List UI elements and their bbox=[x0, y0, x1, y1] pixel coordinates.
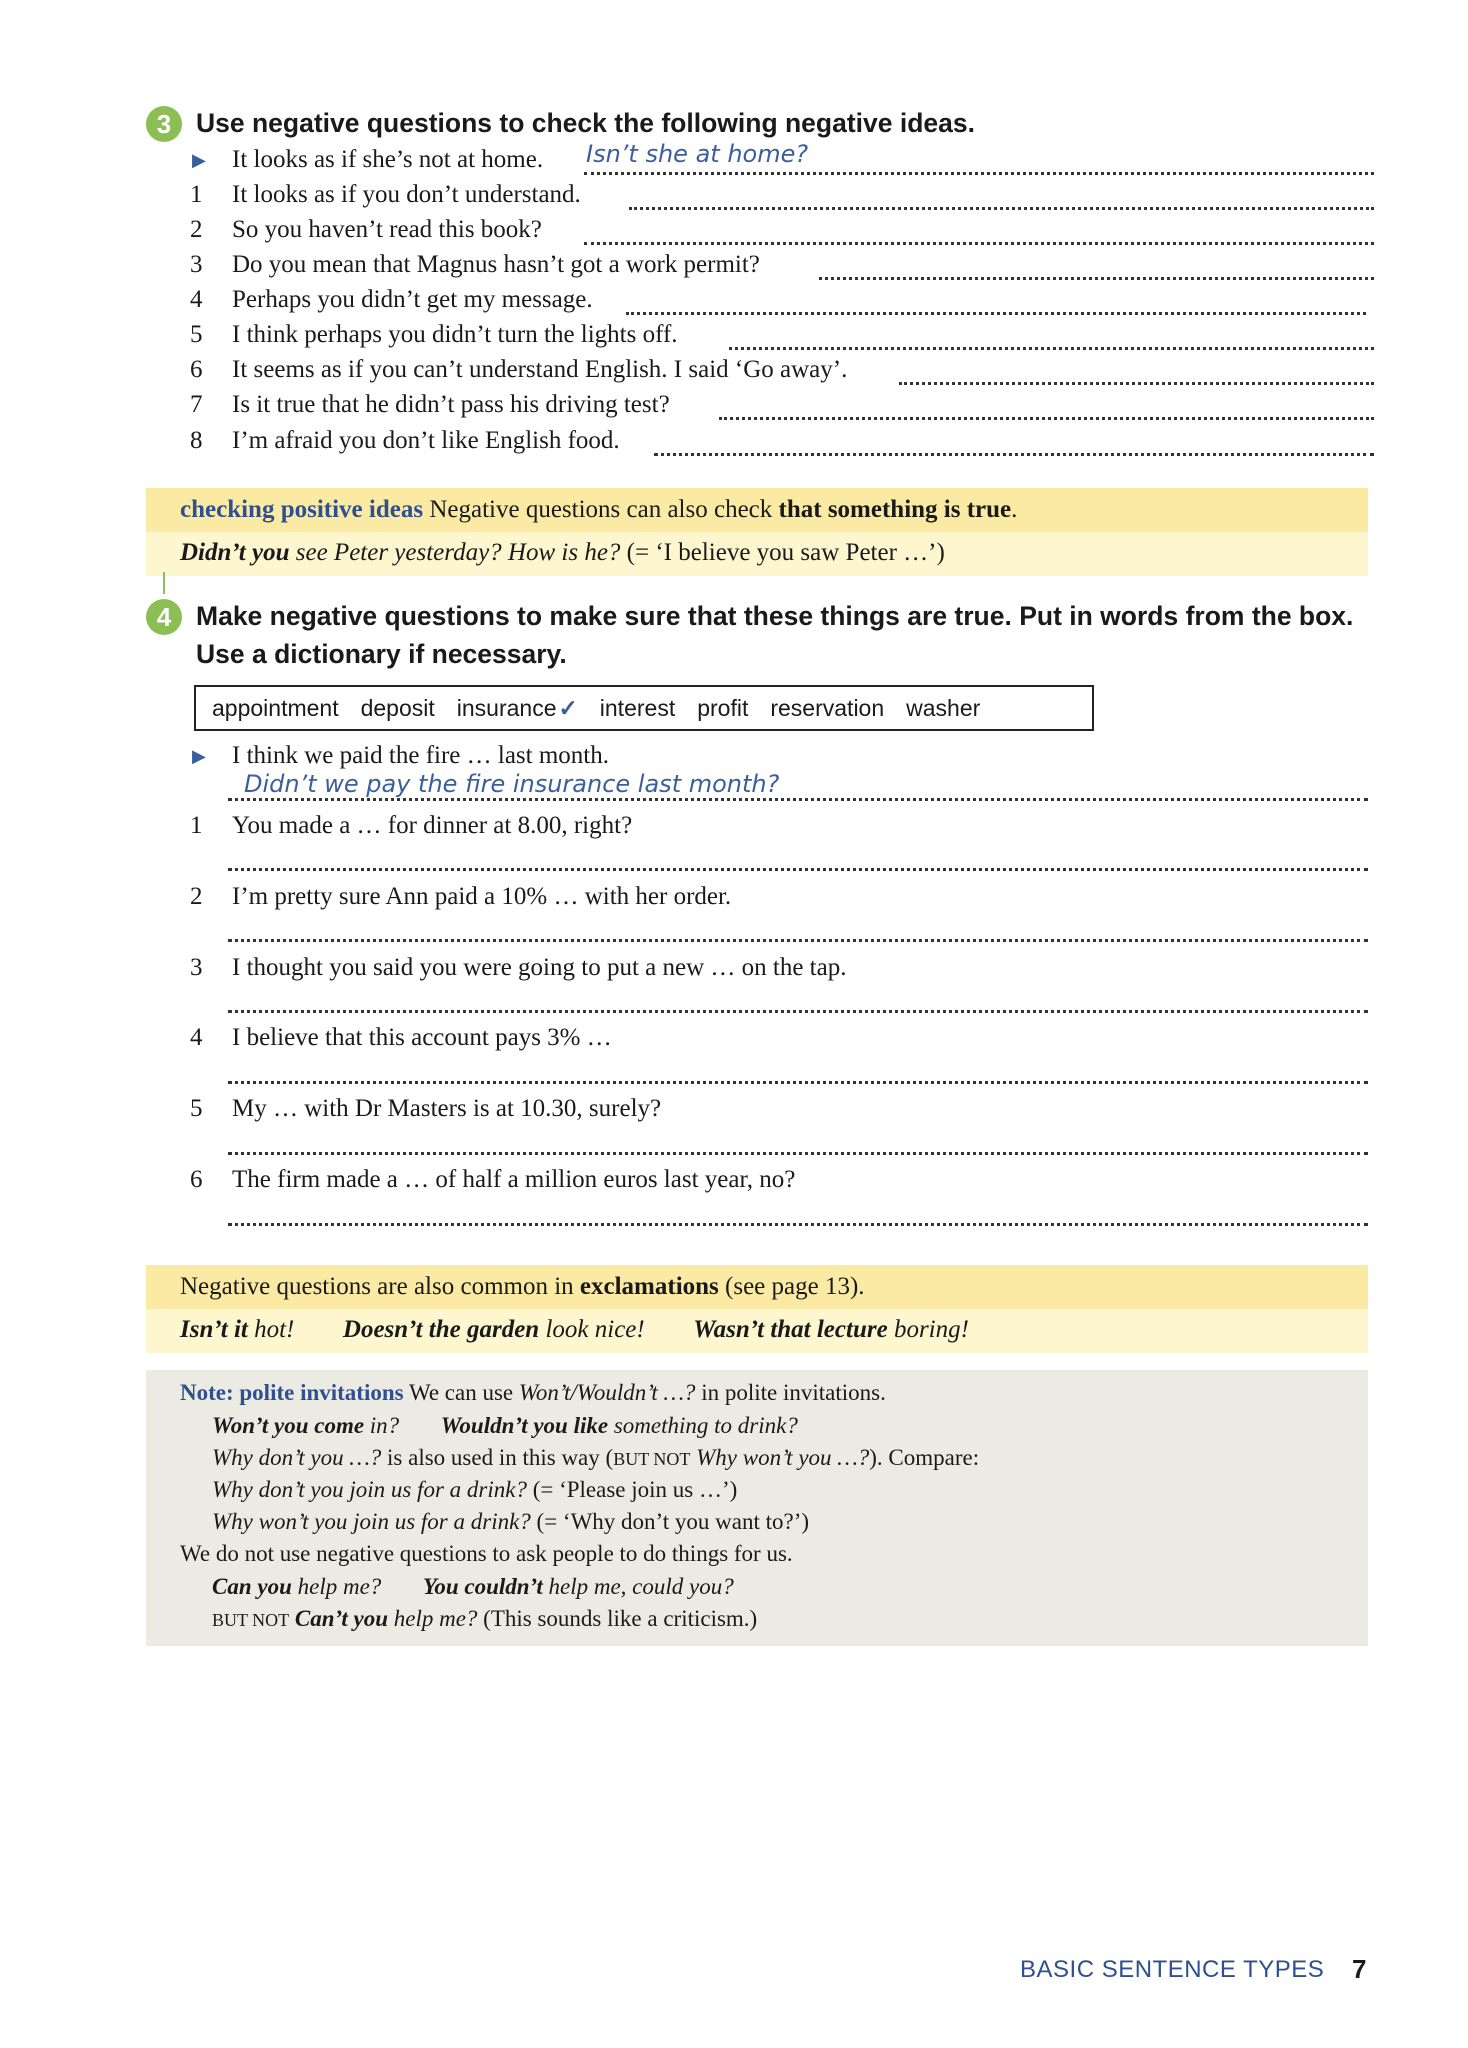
example-gloss: (= ‘I believe you saw Peter …’) bbox=[626, 539, 945, 566]
example-italic: boring! bbox=[893, 1316, 969, 1343]
answer-line[interactable] bbox=[819, 251, 1374, 280]
item-text: The firm made a … of half a million euros last year, no? bbox=[232, 1166, 796, 1193]
note-text: We can use bbox=[408, 1380, 514, 1405]
item-number: 4 bbox=[190, 286, 203, 313]
note-box bbox=[146, 1370, 1368, 1646]
example-row bbox=[192, 140, 1374, 182]
note-bold: Can you bbox=[212, 1574, 292, 1599]
example-bold: Wasn’t that lecture bbox=[693, 1316, 888, 1343]
note-text: is also used in this way ( bbox=[387, 1445, 614, 1470]
note-text: ). Compare: bbox=[869, 1445, 980, 1470]
note-text: (This sounds like a criticism.) bbox=[483, 1606, 758, 1631]
item-text: Perhaps you didn’t get my message. bbox=[232, 286, 593, 313]
word-box-item: profit bbox=[697, 694, 749, 721]
list-item bbox=[190, 251, 1374, 287]
note-italic: Why won’t you join us for a drink? bbox=[212, 1509, 531, 1534]
note-italic: something to drink? bbox=[613, 1413, 798, 1438]
example-italic: see Peter yesterday? How is he? bbox=[295, 539, 621, 566]
answer-line[interactable] bbox=[654, 427, 1374, 456]
note-italic: help me? bbox=[297, 1574, 382, 1599]
exercise-instruction: Use negative questions to check the following negative ideas. bbox=[196, 108, 975, 138]
answer-line[interactable] bbox=[626, 286, 1366, 315]
list-item bbox=[190, 1166, 1374, 1202]
exercise-number-badge: 3 bbox=[146, 106, 182, 142]
answer-line[interactable] bbox=[629, 181, 1374, 210]
rule-example bbox=[180, 539, 945, 567]
item-text: I think perhaps you didn’t turn the lights off. bbox=[232, 321, 678, 348]
word-box bbox=[194, 685, 1094, 731]
note-heading: polite invitations bbox=[239, 1380, 404, 1405]
item-number: 4 bbox=[190, 1024, 203, 1051]
word-box-item bbox=[457, 695, 578, 722]
list-item bbox=[190, 1095, 1374, 1131]
instruction-line: Make negative questions to make sure that these things are true. Put in words from the box. bbox=[196, 601, 1354, 631]
rule-period: . bbox=[1011, 496, 1018, 523]
item-text: It looks as if you don’t understand. bbox=[232, 181, 581, 208]
rule-line bbox=[180, 496, 1017, 524]
list-item bbox=[190, 321, 1374, 357]
example-text: I think we paid the fire … last month. bbox=[232, 742, 610, 769]
list-item bbox=[190, 954, 1374, 990]
list-item bbox=[190, 1024, 1374, 1060]
note-italic: help me, could you? bbox=[548, 1574, 734, 1599]
item-text: My … with Dr Masters is at 10.30, surely? bbox=[232, 1095, 662, 1122]
answer-line[interactable] bbox=[228, 939, 1368, 942]
note-line bbox=[212, 1574, 734, 1600]
triangle-arrow-icon: ▶ bbox=[192, 746, 206, 766]
example-italic: hot! bbox=[254, 1316, 295, 1343]
exercise-instruction bbox=[196, 597, 1416, 673]
answer-line[interactable] bbox=[228, 1223, 1368, 1226]
item-text: Is it true that he didn’t pass his driving test? bbox=[232, 391, 670, 418]
item-number: 1 bbox=[190, 812, 203, 839]
item-number: 7 bbox=[190, 391, 203, 418]
note-label: Note: bbox=[180, 1380, 234, 1405]
note-line bbox=[212, 1606, 757, 1632]
answer-line[interactable] bbox=[228, 868, 1368, 871]
item-number: 6 bbox=[190, 1166, 203, 1193]
list-item bbox=[190, 286, 1374, 322]
note-italic: Why don’t you join us for a drink? bbox=[212, 1477, 527, 1502]
word-box-word: insurance bbox=[456, 694, 557, 721]
rule-bold: that something is true bbox=[778, 496, 1012, 523]
item-number: 3 bbox=[190, 954, 203, 981]
note-text: (= ‘Please join us …’) bbox=[532, 1477, 738, 1502]
note-italic: Why don’t you …? bbox=[212, 1445, 382, 1470]
item-text: So you haven’t read this book? bbox=[232, 216, 542, 243]
note-italic: Won’t/Wouldn’t …? bbox=[518, 1380, 696, 1405]
note-bold: You couldn’t bbox=[422, 1574, 543, 1599]
item-number: 2 bbox=[190, 216, 203, 243]
rule-bold: exclamations bbox=[579, 1273, 719, 1300]
item-number: 3 bbox=[190, 251, 203, 278]
exercise-number-badge: 4 bbox=[146, 599, 182, 635]
list-item bbox=[190, 883, 1374, 919]
connector-line bbox=[163, 572, 165, 594]
word-box-item: deposit bbox=[360, 694, 435, 721]
answer-line[interactable] bbox=[719, 391, 1374, 420]
item-number: 1 bbox=[190, 181, 203, 208]
word-box-item: washer bbox=[906, 694, 981, 721]
note-italic: help me? bbox=[393, 1606, 478, 1631]
note-smallcaps: BUT NOT bbox=[613, 1449, 691, 1469]
rule-text: Negative questions are also common in bbox=[180, 1273, 574, 1300]
page-number: 7 bbox=[1352, 1954, 1367, 1984]
note-bold: Wouldn’t you like bbox=[440, 1413, 609, 1438]
example-answer: Didn’t we pay the fire insurance last month? bbox=[244, 770, 780, 798]
answer-line[interactable] bbox=[228, 1081, 1368, 1084]
note-text: in polite invitations. bbox=[701, 1380, 886, 1405]
rule-example-positive bbox=[146, 532, 1368, 576]
answer-line[interactable] bbox=[729, 321, 1374, 350]
answer-line[interactable] bbox=[228, 1010, 1368, 1013]
rule-heading: checking positive ideas bbox=[180, 496, 424, 523]
note-smallcaps: BUT NOT bbox=[212, 1610, 290, 1630]
note-italic: Why won’t you …? bbox=[696, 1445, 870, 1470]
checkmark-icon: ✓ bbox=[558, 694, 578, 721]
list-item bbox=[190, 181, 1374, 217]
example-bold: Isn’t it bbox=[180, 1316, 248, 1343]
triangle-arrow-icon: ▶ bbox=[192, 150, 206, 170]
rule-example-exclamations bbox=[146, 1309, 1368, 1353]
item-number: 6 bbox=[190, 356, 203, 383]
note-text: (= ‘Why don’t you want to?’) bbox=[536, 1509, 810, 1534]
item-text: Do you mean that Magnus hasn’t got a work permit? bbox=[232, 251, 760, 278]
item-number: 2 bbox=[190, 883, 203, 910]
rule-line bbox=[180, 1273, 865, 1301]
note-bold: Won’t you come bbox=[212, 1413, 365, 1438]
list-item bbox=[190, 427, 1374, 463]
item-number: 5 bbox=[190, 321, 203, 348]
item-text: You made a … for dinner at 8.00, right? bbox=[232, 812, 633, 839]
example-italic: look nice! bbox=[545, 1316, 645, 1343]
item-text: It seems as if you can’t understand English. I said ‘Go away’. bbox=[232, 356, 848, 383]
item-number: 5 bbox=[190, 1095, 203, 1122]
list-item bbox=[190, 812, 1374, 848]
word-box-item: interest bbox=[599, 694, 676, 721]
list-item bbox=[190, 216, 1374, 252]
rule-example bbox=[180, 1316, 969, 1344]
note-line bbox=[212, 1413, 798, 1439]
item-text: I’m pretty sure Ann paid a 10% … with her order. bbox=[232, 883, 732, 910]
item-text: I thought you said you were going to put a new … on the tap. bbox=[232, 954, 847, 981]
example-answer: Isn’t she at home? bbox=[586, 140, 809, 168]
word-box-item: appointment bbox=[212, 694, 339, 721]
answer-line[interactable] bbox=[228, 798, 1368, 801]
section-title: BASIC SENTENCE TYPES bbox=[1020, 1956, 1325, 1983]
note-line: We do not use negative questions to ask people to do things for us. bbox=[180, 1541, 793, 1566]
item-number: 8 bbox=[190, 427, 203, 454]
note-line bbox=[212, 1445, 979, 1471]
rule-text: Negative questions can also check bbox=[429, 496, 773, 523]
note-line bbox=[180, 1380, 886, 1406]
rule-box-positive bbox=[146, 488, 1368, 532]
answer-line[interactable] bbox=[584, 216, 1374, 245]
example-text: It looks as if she’s not at home. bbox=[232, 146, 544, 173]
note-bold: Can’t you bbox=[294, 1606, 388, 1631]
example-bold: Doesn’t the garden bbox=[342, 1316, 540, 1343]
instruction-line: Use a dictionary if necessary. bbox=[196, 639, 567, 669]
answer-line[interactable] bbox=[899, 356, 1374, 385]
item-text: I believe that this account pays 3% … bbox=[232, 1024, 612, 1051]
note-line bbox=[212, 1477, 737, 1503]
word-box-item: reservation bbox=[770, 694, 885, 721]
note-italic: in? bbox=[369, 1413, 400, 1438]
rule-box-exclamations bbox=[146, 1265, 1368, 1309]
rule-text: (see page 13). bbox=[725, 1273, 865, 1300]
list-item bbox=[190, 391, 1374, 427]
list-item bbox=[190, 356, 1374, 392]
note-line bbox=[212, 1509, 809, 1535]
example-bold: Didn’t you bbox=[180, 539, 290, 566]
answer-line[interactable] bbox=[228, 1152, 1368, 1155]
item-text: I’m afraid you don’t like English food. bbox=[232, 427, 620, 454]
